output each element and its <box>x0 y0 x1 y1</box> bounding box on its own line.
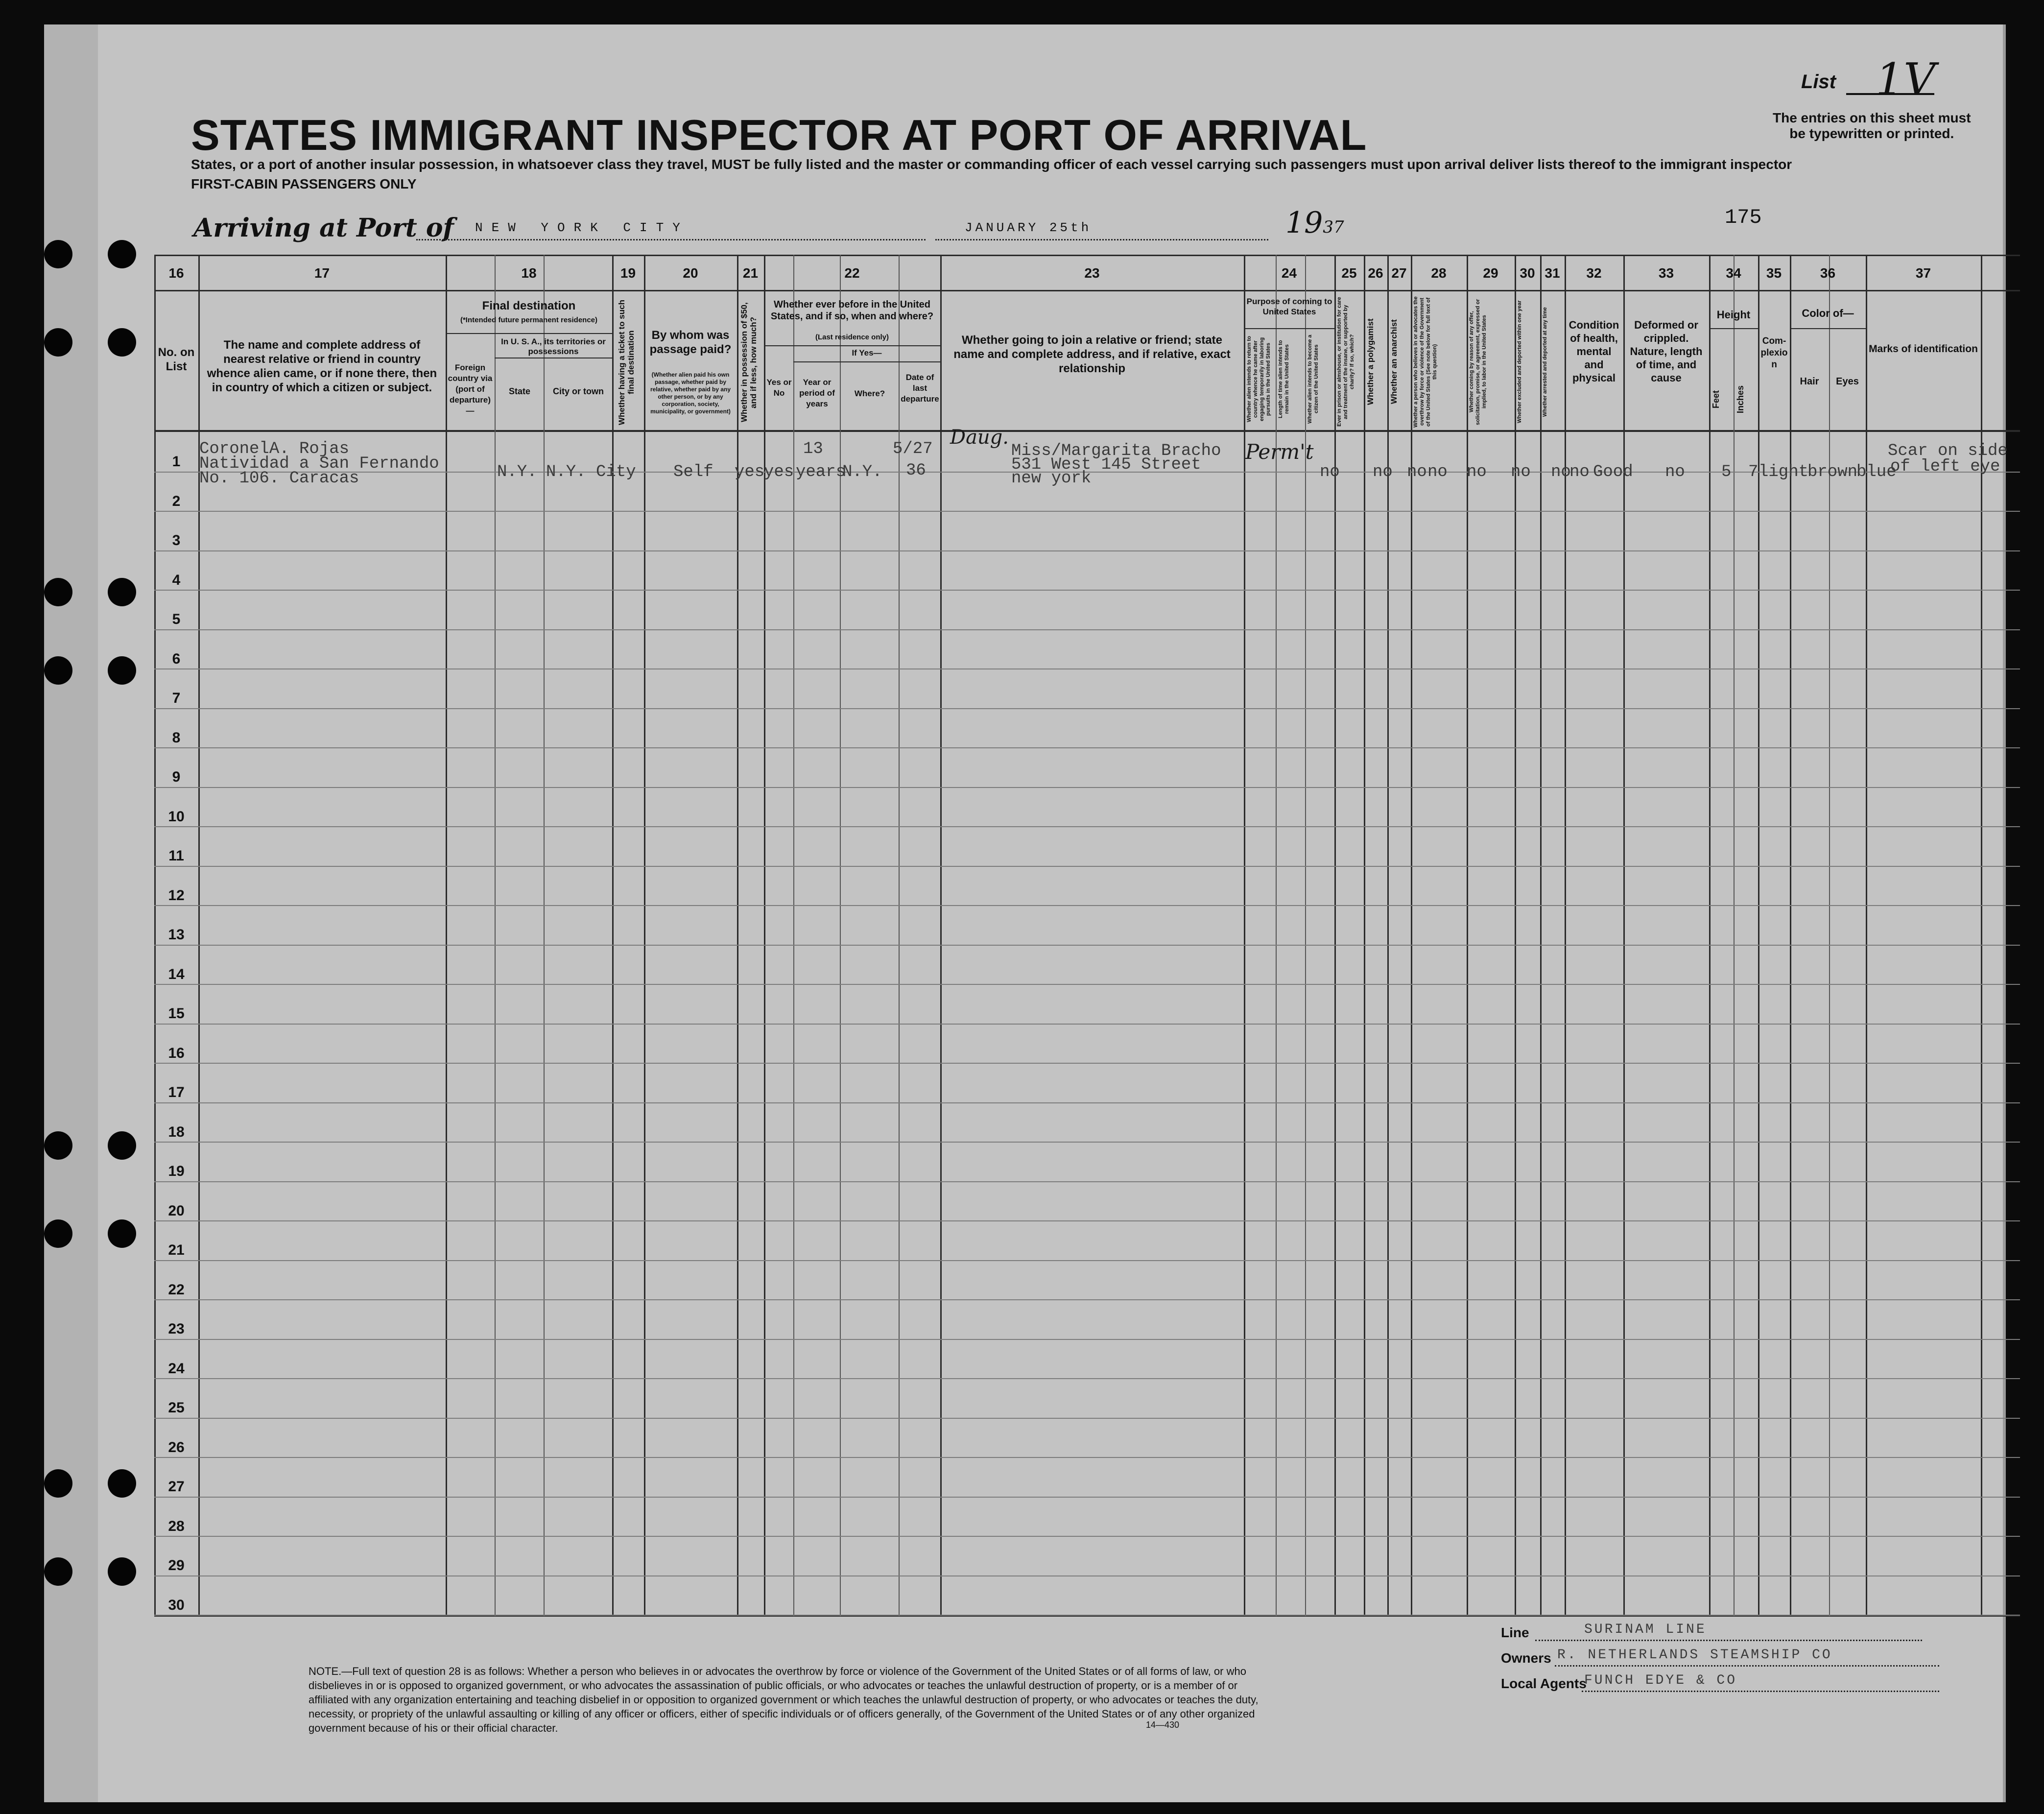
header-last-residence: (Last residence only) <box>815 333 889 341</box>
row-number: 15 <box>168 1005 185 1022</box>
entry-name-line2: Natividad a San Fernando <box>199 454 439 473</box>
column-number-border <box>154 290 2020 291</box>
header-where: Where? <box>854 389 885 398</box>
year-value: 1937 <box>1285 206 1344 240</box>
form-number: 14—430 <box>1146 1720 1180 1730</box>
header-prison: Ever in prison or almshouse, or institution for care and treatment of the insane, or supported by charity? If so, which? <box>1336 297 1355 427</box>
entry-passage: Self <box>673 463 713 481</box>
header-overthrow: Whether a person who believes in or advocates the overthrow by force or violence of the Government of the United States (See note below for full text of this question) <box>1413 296 1438 428</box>
header-final-destination-note: (*Intended future permanent residence) <box>460 316 598 324</box>
entry-feet: 5 <box>1721 463 1732 481</box>
entry-prison: no <box>1373 463 1393 481</box>
entry-health: Good <box>1593 463 1633 481</box>
col-line <box>1364 255 1365 1616</box>
row-number: 5 <box>172 611 181 627</box>
header-anarchist: Whether an anarchist <box>1389 319 1399 405</box>
row-line <box>154 708 2020 709</box>
header-in-usa: In U. S. A., its territories or possessions <box>501 337 606 356</box>
owners-label: Owners <box>1501 1650 1551 1666</box>
page-number: 175 <box>1725 206 1762 229</box>
col-line <box>1709 255 1711 1616</box>
header-feet: Feet <box>1711 390 1721 408</box>
header-no-on-list: No. on List <box>158 346 195 373</box>
col-line <box>1540 255 1542 1616</box>
row-number: 17 <box>168 1084 185 1100</box>
col-line <box>1866 255 1867 1616</box>
subheader-line <box>764 345 940 346</box>
header-length-of-stay: Length of time alien intends to remain in the United States <box>1278 340 1290 418</box>
entry-join-relationship: Daug. <box>950 426 1009 449</box>
row-number: 27 <box>168 1479 185 1495</box>
row-line <box>154 629 2020 630</box>
row-number: 1 <box>172 454 181 470</box>
row-line <box>154 945 2020 946</box>
row-number: 13 <box>168 927 185 943</box>
header-marks: Marks of identification <box>1869 343 1978 355</box>
row-number: 29 <box>168 1557 185 1574</box>
agents-value: FUNCH EDYE & CO <box>1584 1673 1737 1688</box>
row-number: 22 <box>168 1281 185 1298</box>
row-line <box>154 1378 2020 1379</box>
col-line <box>840 255 841 1616</box>
header-polygamist: Whether a polygamist <box>1366 318 1375 406</box>
entry-eyes: blue <box>1856 463 1897 481</box>
agents-label: Local Agents <box>1501 1676 1587 1691</box>
row-number: 4 <box>172 572 181 588</box>
binder-hole-icon <box>108 1219 136 1248</box>
entry-date-line2: 36 <box>906 461 926 480</box>
row-number: 6 <box>172 650 181 667</box>
row-line <box>154 1418 2020 1419</box>
entry-join-line2: 531 West 145 Street <box>1011 455 1201 474</box>
col-line <box>793 255 794 1616</box>
column-number: 18 <box>521 265 537 281</box>
binder-hole-icon <box>108 240 136 268</box>
entry-city: N.Y. City <box>546 463 636 481</box>
row-number: 23 <box>168 1321 185 1337</box>
entry-state: N.Y. <box>497 463 537 481</box>
port-dotted-line <box>416 239 926 240</box>
binder-hole-icon <box>44 240 72 268</box>
row-number: 10 <box>168 808 185 825</box>
entry-arrested: no <box>1569 463 1590 481</box>
row-line <box>154 1615 2020 1616</box>
column-number: 36 <box>1820 265 1836 281</box>
column-number: 30 <box>1520 265 1535 281</box>
row-number: 30 <box>168 1597 185 1613</box>
col-line <box>1790 255 1791 1616</box>
header-inches: Inches <box>1735 385 1745 413</box>
column-number: 32 <box>1586 265 1602 281</box>
entry-complexion: light <box>1759 463 1809 481</box>
entry-name-line3: No. 106. Caracas <box>199 469 359 488</box>
entry-join-line1: Miss/Margarita Bracho <box>1011 442 1221 460</box>
entry-years-count: 13 <box>803 440 823 458</box>
header-date-departure: Date of last departure <box>901 373 939 404</box>
column-number: 17 <box>314 265 330 281</box>
row-line <box>154 787 2020 788</box>
header-possession-50: Whether in possession of $50, and if less, how much? <box>739 302 758 423</box>
col-line <box>1411 255 1412 1616</box>
binder-hole-icon <box>44 578 72 606</box>
arriving-label: Arriving at Port of <box>193 213 454 243</box>
row-number: 7 <box>172 690 181 706</box>
row-number: 14 <box>168 966 185 982</box>
header-final-destination: Final destination <box>482 299 576 312</box>
header-bottom-border <box>154 430 2020 432</box>
col-line <box>737 255 738 1616</box>
col-line <box>1467 255 1468 1616</box>
entry-marks-line1: Scar on side <box>1888 442 2008 460</box>
entry-overthrow: no <box>1467 463 1487 481</box>
row-line <box>154 550 2020 551</box>
binder-hole-icon <box>44 656 72 685</box>
row-line <box>154 590 2020 591</box>
column-number: 19 <box>620 265 636 281</box>
header-eyes: Eyes <box>1836 376 1859 387</box>
column-number: 27 <box>1391 265 1407 281</box>
row-number: 18 <box>168 1123 185 1140</box>
row-line <box>154 1142 2020 1143</box>
date-dotted-line <box>935 239 1268 240</box>
row-number: 26 <box>168 1439 185 1456</box>
col-line <box>1829 255 1830 1616</box>
line-dotted <box>1535 1640 1922 1641</box>
entry-name-line1: CoronelA. Rojas <box>199 440 350 458</box>
header-hair: Hair <box>1800 376 1819 387</box>
row-number: 28 <box>168 1518 185 1534</box>
row-line <box>154 668 2020 669</box>
class-line: FIRST-CABIN PASSENGERS ONLY <box>191 176 417 191</box>
row-number: 16 <box>168 1045 185 1061</box>
binder-hole-icon <box>44 1131 72 1160</box>
entry-years-unit: years <box>796 463 846 481</box>
row-number: 21 <box>168 1242 185 1258</box>
list-number: 1V <box>1876 54 1936 105</box>
header-state: State <box>508 386 530 396</box>
header-health: Condition of health, mental and physical <box>1569 319 1619 384</box>
col-line <box>1565 255 1566 1616</box>
binder-hole-icon <box>108 1469 136 1498</box>
col-line <box>544 255 545 1616</box>
row-line <box>154 984 2020 985</box>
column-number: 26 <box>1368 265 1383 281</box>
header-purpose: Purpose of coming to United States <box>1246 297 1332 316</box>
header-color-of: Color of— <box>1802 307 1854 319</box>
date-value: JANUARY 25th <box>965 220 1092 235</box>
row-number: 8 <box>172 729 181 746</box>
header-foreign-country: Foreign country via (port of departure)— <box>448 363 493 415</box>
binder-hole-icon <box>44 1469 72 1498</box>
col-line <box>1334 255 1336 1616</box>
page-title: STATES IMMIGRANT INSPECTOR AT PORT OF ARRIVAL <box>191 111 1367 159</box>
header-yes-or-no: Yes or No <box>766 378 792 398</box>
row-line <box>154 1497 2020 1498</box>
column-number: 24 <box>1281 265 1297 281</box>
col-line <box>940 255 942 1616</box>
header-arrested: Whether arrested and deported at any time <box>1542 307 1548 417</box>
column-number: 20 <box>683 265 698 281</box>
column-number: 37 <box>1915 265 1931 281</box>
col-line <box>612 255 614 1616</box>
entry-citizen: no <box>1320 463 1340 481</box>
col-line <box>1387 255 1389 1616</box>
col-line <box>1515 255 1516 1616</box>
entry-possession: yes <box>735 463 765 481</box>
entry-join-line3: new york <box>1011 469 1092 488</box>
col-line <box>1734 255 1735 1616</box>
row-line <box>154 1181 2020 1182</box>
column-number: 28 <box>1431 265 1447 281</box>
entry-date-line1: 5/27 <box>893 440 933 458</box>
header-passage-paid: By whom was passage paid? <box>649 329 732 356</box>
row-number: 12 <box>168 887 185 904</box>
row-number: 3 <box>172 532 181 549</box>
list-label: List <box>1801 71 1836 93</box>
header-labor-offer: Whether coming by reason of any offer, solicitation, promise, or agreement, expressed or implied, to labor in the United States <box>1469 299 1487 425</box>
row-line <box>154 1536 2020 1537</box>
entry-excluded: no <box>1551 463 1571 481</box>
header-intends-return: Whether alien intends to return to country whence he came after engaging temporarily in laboring pursuits in the United States <box>1246 336 1271 423</box>
row-line <box>154 1457 2020 1458</box>
owners-value: R. NETHERLANDS STEAMSHIP CO <box>1557 1647 1832 1663</box>
row-line <box>154 1339 2020 1340</box>
column-number: 29 <box>1483 265 1498 281</box>
row-line <box>154 826 2020 827</box>
column-number: 31 <box>1545 265 1560 281</box>
row-line <box>154 1063 2020 1064</box>
binder-hole-icon <box>44 328 72 357</box>
row-number: 20 <box>168 1202 185 1219</box>
column-number: 35 <box>1766 265 1782 281</box>
question-28-note: NOTE.—Full text of question 28 is as follows: Whether a person who believes in or advocates the overthrow by force or violence of the Government of the United States or of all forms of law, or who disbelieves in or is opposed to organized government, or who advocates the assassination of public officials, or who advocates or teaches the unlawful destruction of property, or is a member of or affiliated with any organization entertaining and teaching disbelief in or opposition to organized government or which teaches the unlawful destruction of property, or who advocates or teaches the duty, necessity, or propriety of the unlawful assaulting or killing of any officer or officers, either of specific individuals or of officers generally, of the Government of the United States or of any other organized government because of his or their official character. <box>309 1665 1259 1734</box>
binder-hole-icon <box>44 1219 72 1248</box>
col-line <box>1758 255 1759 1616</box>
owners-dotted <box>1555 1665 1939 1667</box>
binder-hole-icon <box>44 1557 72 1586</box>
manifest-table <box>154 255 2020 1616</box>
entries-note: The entries on this sheet must be typewritten or printed. <box>1773 110 1971 141</box>
header-relative-address: The name and complete address of nearest relative or friend in country whence alien came, or if none there, then in country of which a citizen or subject. <box>207 338 437 394</box>
header-if-yes: If Yes— <box>852 348 882 358</box>
row-line <box>154 1220 2020 1221</box>
row-number: 2 <box>172 493 181 509</box>
binder-hole-icon <box>108 1557 136 1586</box>
row-number: 25 <box>168 1400 185 1416</box>
header-height: Height <box>1716 309 1751 321</box>
col-line <box>495 255 496 1616</box>
entry-purpose: Perm't <box>1245 440 1314 464</box>
binding-margin <box>44 24 98 1802</box>
binder-hole-icon <box>108 328 136 357</box>
entry-offer: no <box>1511 463 1531 481</box>
col-line <box>644 255 645 1616</box>
row-line <box>154 905 2020 906</box>
agents-dotted <box>1582 1691 1939 1692</box>
header-complexion: Com-plexion <box>1760 336 1788 370</box>
subheader-line <box>1244 328 1334 329</box>
column-number: 25 <box>1341 265 1357 281</box>
header-intends-citizen: Whether alien intends to become a citizen of the United States <box>1307 334 1319 424</box>
column-number: 21 <box>742 265 759 281</box>
entry-deformed: no <box>1665 463 1685 481</box>
column-number: 16 <box>168 265 184 281</box>
line-value: SURINAM LINE <box>1584 1622 1707 1637</box>
binder-hole-icon <box>108 578 136 606</box>
column-number: 33 <box>1658 265 1674 281</box>
subheader-line <box>446 333 612 334</box>
entry-where: N.Y. <box>842 463 882 481</box>
port-value: NEW YORK CITY <box>475 220 689 235</box>
line-label: Line <box>1501 1625 1529 1640</box>
header-city: City or town <box>553 386 604 396</box>
entry-hair: brown <box>1807 463 1858 481</box>
table-top-border <box>154 255 2020 256</box>
binder-hole-icon <box>108 656 136 685</box>
manifest-sheet <box>44 24 2006 1802</box>
subheader-line <box>1709 328 1758 329</box>
row-line <box>154 511 2020 512</box>
subheader-line <box>793 361 940 362</box>
header-ticket: Whether having a ticket to such final destination <box>617 300 636 425</box>
row-line <box>154 1102 2020 1103</box>
row-line <box>154 1024 2020 1025</box>
row-line <box>154 1260 2020 1261</box>
column-number: 23 <box>1084 265 1100 281</box>
header-deformed: Deformed or crippled. Nature, length of time, and cause <box>1630 319 1703 384</box>
row-number: 19 <box>168 1163 185 1179</box>
entry-marks-line2: of left eye <box>1890 457 2000 476</box>
col-line <box>446 255 447 1616</box>
header-passage-note: (Whether alien paid his own passage, whether paid by relative, whether paid by any other person, or by any corporation, society, municipality, or government) <box>650 371 731 415</box>
entry-before-yes: yes <box>764 463 794 481</box>
header-excluded: Whether excluded and deported within one year <box>1517 300 1522 424</box>
header-ever-before: Whether ever before in the United States, and if so, when and where? <box>770 299 934 322</box>
entry-anarchist: no <box>1427 463 1448 481</box>
row-number: 24 <box>168 1360 185 1377</box>
col-line <box>764 255 765 1616</box>
col-line <box>899 255 900 1616</box>
subheader-line <box>1790 328 1866 329</box>
instructions-text: States, or a port of another insular possession, in whatsoever class they travel, MUST be fully listed and the master or commanding officer of each vessel carrying such passengers must upon arrival deliver lists thereof to the immigrant inspector <box>191 157 1792 172</box>
column-number: 34 <box>1726 265 1741 281</box>
binder-hole-icon <box>108 1131 136 1160</box>
row-number: 9 <box>172 769 181 785</box>
entry-polygamist: no <box>1407 463 1427 481</box>
header-year-period: Year or period of years <box>799 378 835 408</box>
row-line <box>154 747 2020 748</box>
row-line <box>154 1575 2020 1576</box>
entry-inches: 7 <box>1748 463 1759 481</box>
header-going-to-join: Whether going to join a relative or friend; state name and complete address, and if relative, exact relationship <box>953 334 1231 375</box>
row-line <box>154 1299 2020 1300</box>
row-number: 11 <box>168 848 184 864</box>
col-line <box>1623 255 1625 1616</box>
column-number: 22 <box>844 265 860 281</box>
row-line <box>154 866 2020 867</box>
